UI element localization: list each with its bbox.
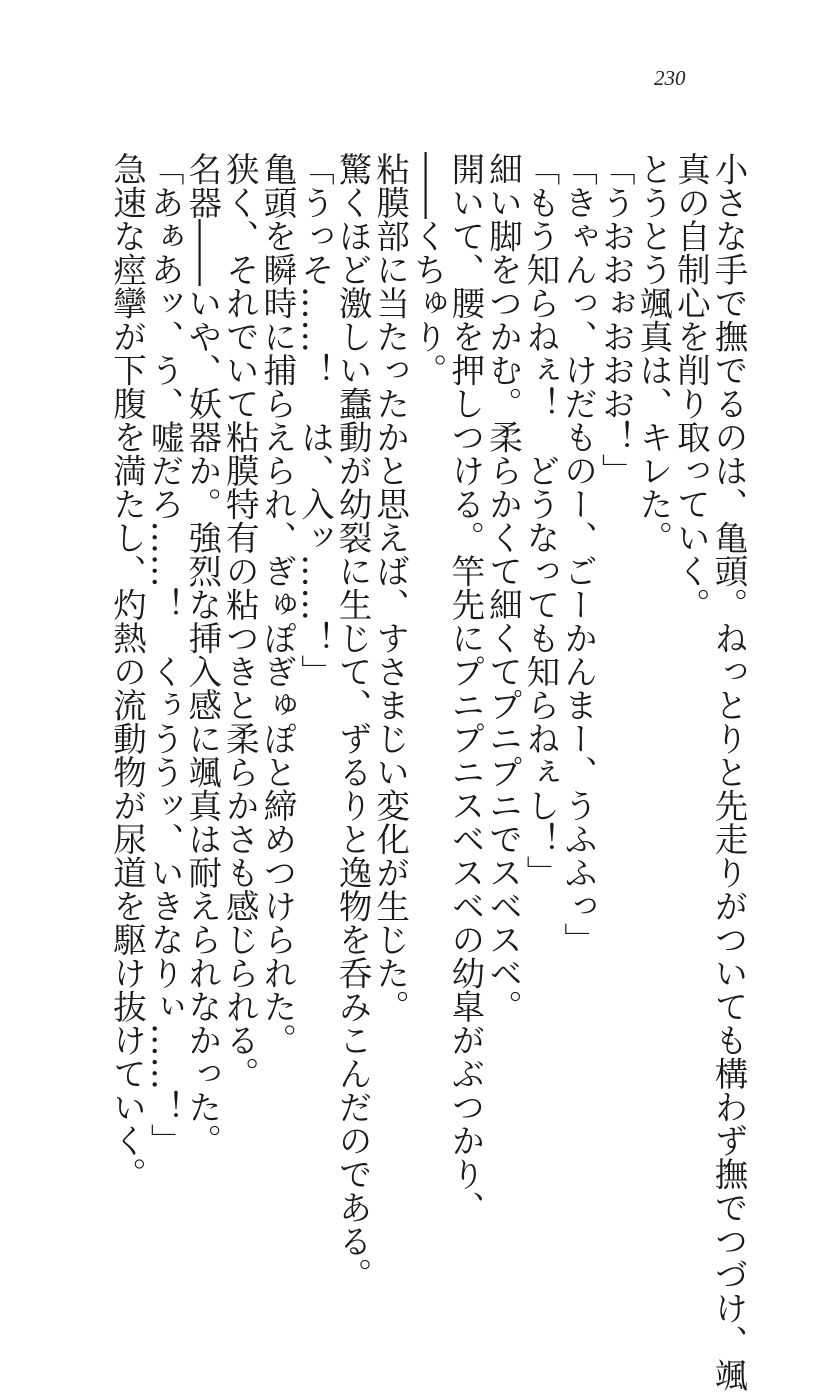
text-line-1: 小さな手で撫でるのは、亀頭。ねっとりと先走りがついても構わず撫でつづけ、颯 (709, 152, 748, 1392)
text-line-9: ――くちゅり。 (408, 152, 448, 387)
text-line-12: 「うっそ……！ は、入ッ……！」 (295, 152, 335, 688)
text-line-15: 名器――いや、妖器か。強烈な挿入感に颯真は耐えられなかった。 (182, 152, 222, 1157)
text-line-3: とうとう颯真は、キレた。 (633, 152, 673, 554)
body-text (107, 152, 748, 1392)
text-line-17: 急速な痙攣が下腹を満たし、灼熱の流動物が尿道を駆け抜けていく。 (107, 152, 147, 1191)
text-line-13: 亀頭を瞬時に捕らえられ、ぎゅぽぎゅぽと締めつけられた。 (257, 152, 297, 1057)
text-line-16: 「あぁあッ、う、嘘だろ……！ くぅううッ、いきなりぃ……！」 (145, 152, 185, 1157)
text-line-5: 「きゃんっ、けだものー、ごーかんまー、うふふっ」 (558, 152, 598, 956)
text-line-8: 開いて、腰を押しつける。竿先にプニプニスベスベの幼皐がぶつかり、 (445, 152, 485, 1224)
text-line-10: 粘膜部に当たったかと思えば、すさまじい変化が生じた。 (370, 152, 410, 1023)
text-line-11: 驚くほど激しい蠢動が幼裂に生じて、ずるりと逸物を呑みこんだのである。 (333, 152, 373, 1291)
text-line-4: 「うおおぉおおお！」 (596, 152, 636, 487)
text-line-2: 真の自制心を削り取っていく。 (671, 152, 711, 621)
text-line-6: 「もう知らねぇ！ どうなっても知らねぇし！」 (521, 152, 561, 889)
text-line-7: 細い脚をつかむ。柔らかくて細くてプニプニでスベスベ。 (483, 152, 523, 1023)
page-number: 230 (654, 66, 686, 90)
text-line-14: 狭く、それでいて粘膜特有の粘つきと柔らかさも感じられる。 (220, 152, 260, 1090)
